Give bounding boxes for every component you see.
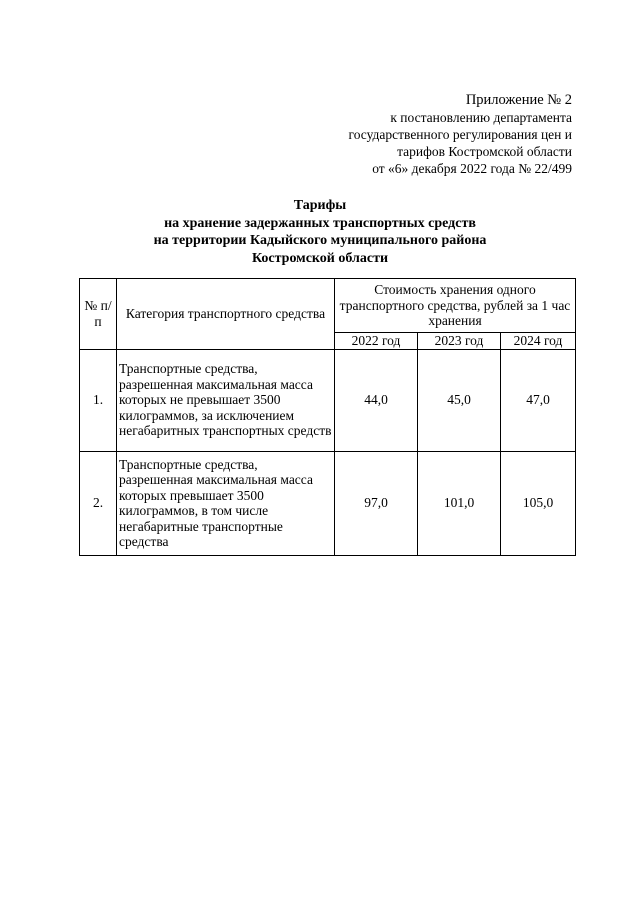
appendix-block xyxy=(349,92,572,177)
row-value-2023: 45,0 xyxy=(418,349,501,451)
table-header-row xyxy=(80,279,576,333)
header-year-2023: 2023 год xyxy=(418,333,501,350)
row-category: Транспортные средства, разрешенная максимальная масса которых превышает 3500 килограммов, в том числе негабаритные транспортные средства xyxy=(117,451,335,555)
row-value-2022: 44,0 xyxy=(335,349,418,451)
row-category: Транспортные средства, разрешенная максимальная масса которых не превышает 3500 килограммов, за исключением негабаритных транспортных средств xyxy=(117,349,335,451)
title-heading: Тарифы xyxy=(293,198,347,213)
header-year-2022: 2022 год xyxy=(335,333,418,350)
row-value-2022: 97,0 xyxy=(335,451,418,555)
row-number: 1. xyxy=(80,349,117,451)
header-year-2024: 2024 год xyxy=(501,333,576,350)
row-value-2024: 105,0 xyxy=(501,451,576,555)
appendix-date-line: от «6» декабря 2022 года № 22/499 xyxy=(372,161,572,176)
title-territory: на территории Кадыйского муниципального района xyxy=(153,233,487,248)
appendix-region-line: тарифов Костромской области xyxy=(397,144,572,159)
table-row xyxy=(80,349,576,451)
appendix-number: Приложение № 2 xyxy=(465,92,572,108)
title-subject: на хранение задержанных транспортных средств xyxy=(164,215,476,231)
header-cost: Стоимость хранения одного транспортного средства, рублей за 1 час хранения xyxy=(335,279,576,333)
appendix-resolution-line: к постановлению департамента xyxy=(390,110,572,125)
row-value-2024: 47,0 xyxy=(501,349,576,451)
table-row xyxy=(80,451,576,555)
appendix-department-line: государственного регулирования цен и xyxy=(348,127,572,142)
tariffs-table xyxy=(79,278,576,556)
header-category: Категория транспортного средства xyxy=(117,279,335,350)
row-value-2023: 101,0 xyxy=(418,451,501,555)
document-title xyxy=(0,197,640,267)
title-region: Костромской области xyxy=(251,250,389,266)
header-number: № п/п xyxy=(80,279,117,350)
row-number: 2. xyxy=(80,451,117,555)
